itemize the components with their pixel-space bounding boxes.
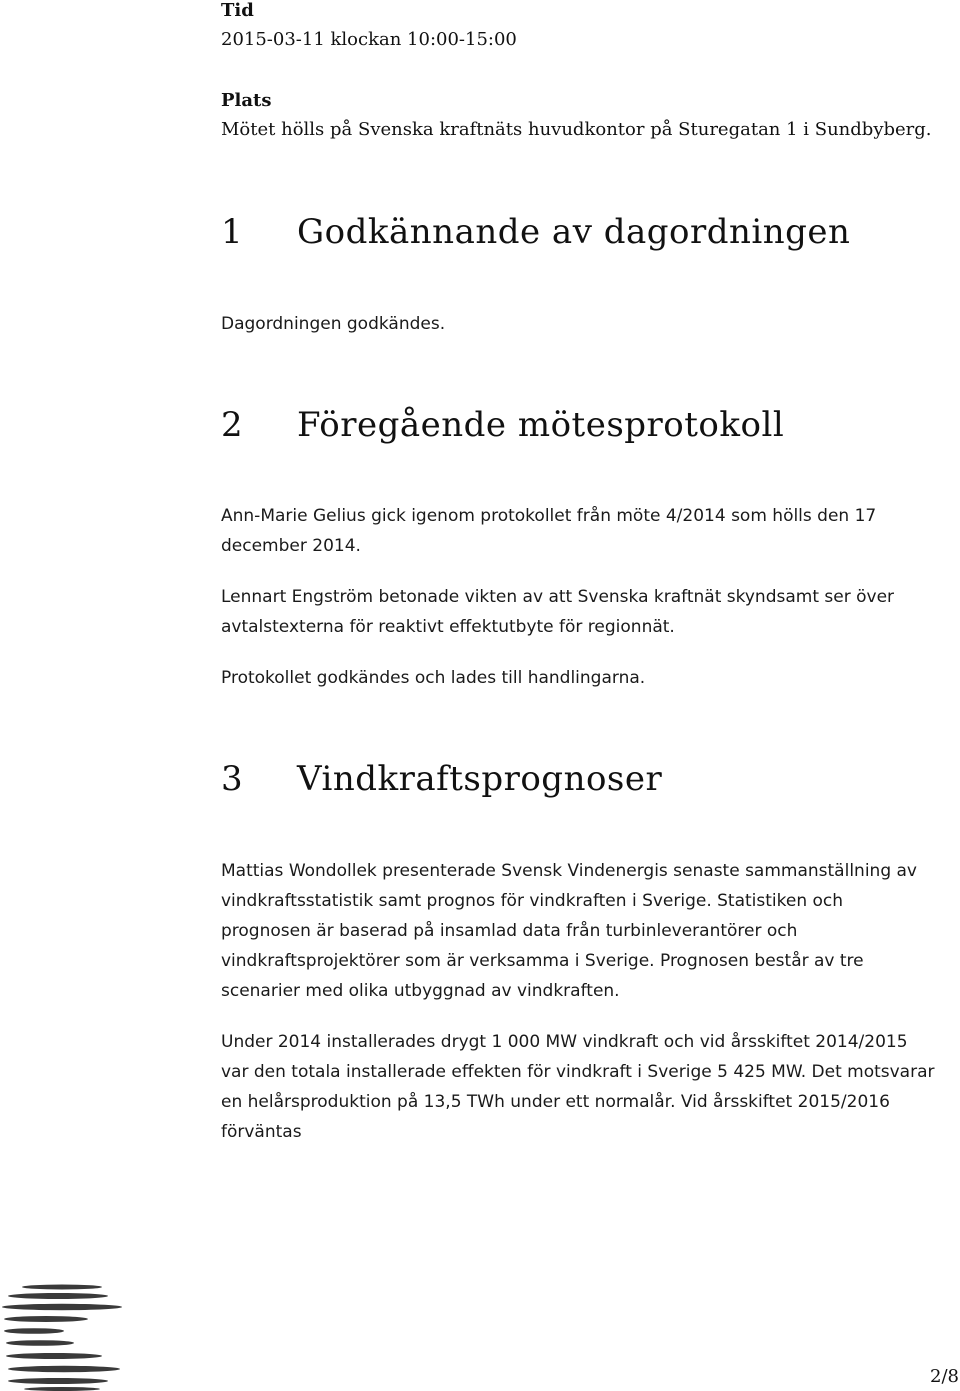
section-3-heading [221,759,662,799]
section-3-number: 3 [221,759,244,799]
section-1-number: 1 [221,212,244,252]
place-label: Plats [221,90,272,111]
section-2-title: Föregående mötesprotokoll [297,405,785,445]
section-1-title: Godkännande av dagordningen [297,212,851,252]
section-1-heading [221,212,850,252]
section-3-paragraph-2: Under 2014 installerades drygt 1 000 MW vindkraft och vid årsskiftet 2014/2015 var den totala installerade effekten för vindkraft i Sverige 5 425 MW. Det motsvarar en helårsproduktion på 13,5 TWh under ett normalår. Vid årsskiftet 2015/2016 förväntas [221,1032,935,1142]
svenska-kraftnat-logo-icon [0,1283,125,1391]
section-2-paragraph-3: Protokollet godkändes och lades till handlingarna. [221,668,646,688]
section-2-heading [221,405,784,445]
place-value: Mötet hölls på Svenska kraftnäts huvudkontor på Sturegatan 1 i Sundbyberg. [221,119,932,140]
section-2-paragraph-2: Lennart Engström betonade vikten av att Svenska kraftnät skyndsamt ser över avtalstexterna för reaktivt effektutbyte för regionnät. [221,587,895,637]
section-2-paragraph-1: Ann-Marie Gelius gick igenom protokollet från möte 4/2014 som hölls den 17 december 2014. [221,506,877,556]
section-1-paragraph-1: Dagordningen godkändes. [221,314,446,334]
section-3-paragraph-1: Mattias Wondollek presenterade Svensk Vindenergis senaste sammanställning av vindkraftsstatistik samt prognos för vindkraften i Sverige. Statistiken och prognosen är baserad på insamlad data från turbinleverantörer och vindkraftsprojektörer som är verksamma i Sverige. Prognosen består av tre scenarier med olika utbyggnad av vindkraften. [221,861,917,1001]
section-3-title: Vindkraftsprognoser [297,759,663,799]
section-2-number: 2 [221,405,244,445]
page-number: 2/8 [930,1366,959,1387]
time-value: 2015-03-11 klockan 10:00-15:00 [221,29,517,50]
time-label: Tid [221,0,254,21]
